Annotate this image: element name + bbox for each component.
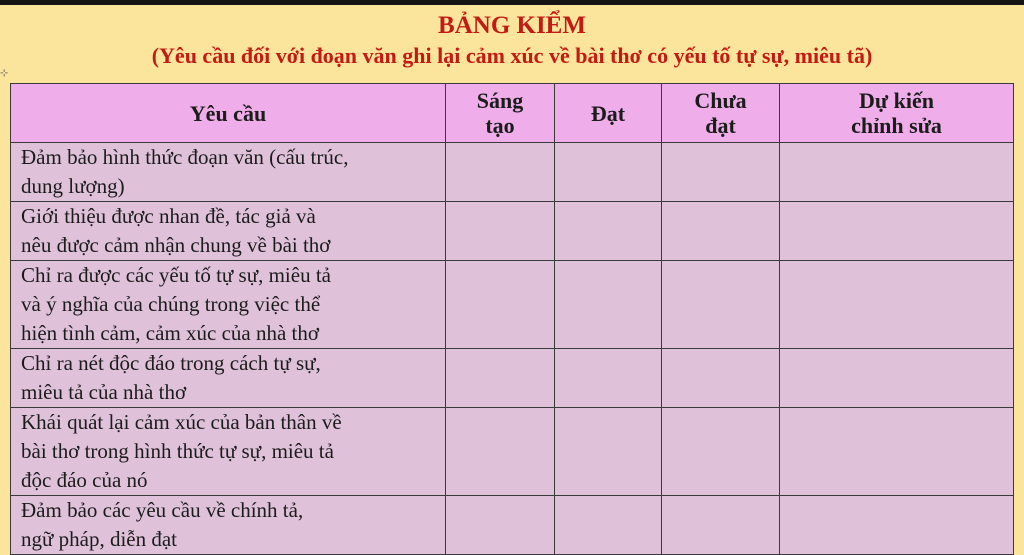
planned-edits-cell[interactable]: [780, 261, 1014, 349]
checklist-table: [10, 83, 1014, 555]
header-achieved: Đạt: [555, 84, 662, 143]
planned-edits-cell[interactable]: [780, 496, 1014, 555]
requirement-cell[interactable]: Khái quát lại cảm xúc của bản thân về bài thơ trong hình thức tự sự, miêu tả độc đáo của nó: [11, 408, 446, 496]
achieved-cell[interactable]: [555, 349, 662, 408]
requirement-cell[interactable]: Chỉ ra nét độc đáo trong cách tự sự, miêu tả của nhà thơ: [11, 349, 446, 408]
table-row: [11, 496, 1014, 555]
requirement-cell[interactable]: Chỉ ra được các yếu tố tự sự, miêu tả và ý nghĩa của chúng trong việc thể hiện tình cảm, cảm xúc của nhà thơ: [11, 261, 446, 349]
requirement-cell[interactable]: Đảm bảo hình thức đoạn văn (cấu trúc, dung lượng): [11, 143, 446, 202]
slide-title: BẢNG KIỂM: [438, 12, 586, 39]
creative-cell[interactable]: [446, 202, 555, 261]
requirement-cell[interactable]: Giới thiệu được nhan đề, tác giả và nêu được cảm nhận chung về bài thơ: [11, 202, 446, 261]
not-achieved-cell[interactable]: [662, 261, 780, 349]
creative-cell[interactable]: [446, 408, 555, 496]
planned-edits-cell[interactable]: [780, 408, 1014, 496]
slide: [0, 5, 1024, 555]
table-row: [11, 261, 1014, 349]
not-achieved-cell[interactable]: [662, 349, 780, 408]
table-header-row: [11, 84, 1014, 143]
header-requirement: Yêu cầu: [11, 84, 446, 143]
table-row: [11, 202, 1014, 261]
not-achieved-cell[interactable]: [662, 143, 780, 202]
creative-cell[interactable]: [446, 496, 555, 555]
achieved-cell[interactable]: [555, 202, 662, 261]
not-achieved-cell[interactable]: [662, 202, 780, 261]
achieved-cell[interactable]: [555, 496, 662, 555]
achieved-cell[interactable]: [555, 143, 662, 202]
header-creative: Sáng tạo: [446, 84, 555, 143]
achieved-cell[interactable]: [555, 261, 662, 349]
table-row: [11, 349, 1014, 408]
not-achieved-cell[interactable]: [662, 496, 780, 555]
table-row: [11, 408, 1014, 496]
creative-cell[interactable]: [446, 261, 555, 349]
not-achieved-cell[interactable]: [662, 408, 780, 496]
table-row: [11, 143, 1014, 202]
planned-edits-cell[interactable]: [780, 143, 1014, 202]
planned-edits-cell[interactable]: [780, 349, 1014, 408]
header-planned-edits: Dự kiến chỉnh sửa: [780, 84, 1014, 143]
creative-cell[interactable]: [446, 349, 555, 408]
achieved-cell[interactable]: [555, 408, 662, 496]
requirement-cell[interactable]: Đảm bảo các yêu cầu về chính tả, ngữ pháp, diễn đạt: [11, 496, 446, 555]
planned-edits-cell[interactable]: [780, 202, 1014, 261]
header-not-achieved: Chưa đạt: [662, 84, 780, 143]
table-move-handle-icon[interactable]: ⊹: [0, 68, 9, 79]
creative-cell[interactable]: [446, 143, 555, 202]
slide-subtitle: (Yêu cầu đối với đoạn văn ghi lại cảm xúc về bài thơ có yếu tố tự sự, miêu tã): [151, 43, 873, 68]
